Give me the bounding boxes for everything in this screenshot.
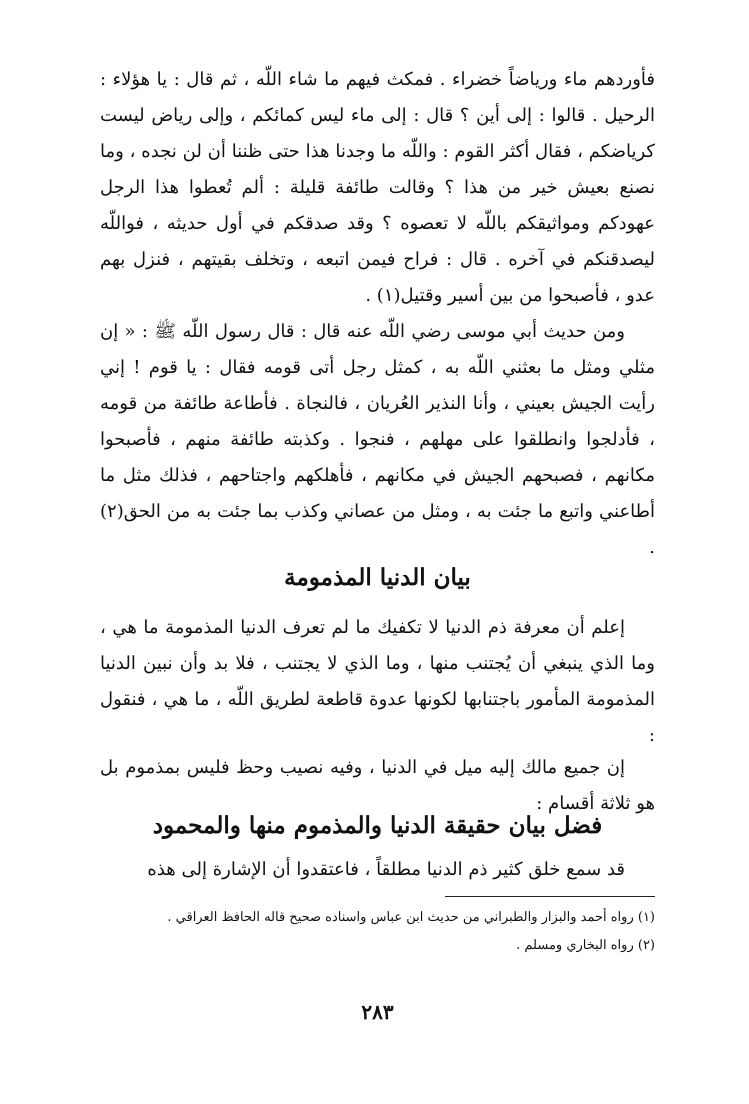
paragraph-3: إعلم أن معرفة ذم الدنيا لا تكفيك ما لم تعرف الدنيا المذمومة ما هي ، وما الذي ينبغي أن يُجتنب منها ، وما الذي لا يجتنب ، فلا بد وأن نبين الدنيا المذمومة المأمور باجتنابها لكونها عدوة قاطعة لطريق اللّه ، ما هي ، فنقول : <box>100 617 655 746</box>
paragraph-1: فأوردهم ماء ورياضاً خضراء . فمكث فيهم ما شاء اللّه ، ثم قال : يا هؤلاء : الرحيل . قالوا : إلى أين ؟ قال : إلى ماء ليس كمائكم ، وإلى رياض ليست كرياضكم ، فقال أكثر القوم : واللّه ما وجدنا هذا حتى ظننا أن لن نجده ، وما نصنع بعيش خير من هذا ؟ وقالت طائفة قليلة : ألم تُعطوا هذا الرجل عهودكم ومواثيقكم باللّه لا تعصوه ؟ وقد صدقكم في أول حديثه ، فواللّه ليصدقنكم في آخره . قال : فراح فيمن اتبعه ، وتخلف بقيتهم ، فنزل بهم عدو ، فأصبحوا من بين أسير وقتيل(١) . <box>100 69 655 306</box>
footnote-divider <box>445 896 655 897</box>
page-number: ٢٨٣ <box>361 1000 394 1024</box>
book-page <box>100 62 655 1062</box>
footnote-1: (١) رواه أحمد والبزار والطبراني من حديث ابن عباس واسناده صحيح قاله الحافظ العراقي . <box>167 910 655 925</box>
chapter-heading-container <box>100 806 655 846</box>
section-heading-container <box>100 558 655 598</box>
paragraph-4: إن جميع مالك إليه ميل في الدنيا ، وفيه نصيب وحظ فليس بمذموم بل هو ثلاثة أقسام : <box>100 757 655 814</box>
paragraph-2: ومن حديث أبي موسى رضي اللّه عنه قال : قال رسول اللّه ﷺ : « إن مثلي ومثل ما بعثني اللّه به ، كمثل رجل أتى قومه فقال : يا قوم ! إني رأيت الجيش بعيني ، وأنا النذير العُريان ، فالنجاة . فأطاعة طائفة من قومه ، فأدلجوا وانطلقوا على مهلهم ، فنجوا . وكذبته طائفة منهم ، فأصبحوا مكانهم ، فصبحهم الجيش في مكانهم ، فأهلكهم واجتاحهم ، فذلك مثل ما أطاعني واتبع ما جئت به ، ومثل من عصاني وكذب بما جئت به من الحق(٢) . <box>100 321 655 558</box>
chapter-heading: فضل بيان حقيقة الدنيا والمذموم منها والمحمود <box>152 812 603 839</box>
paragraph-5: قد سمع خلق كثير ذم الدنيا مطلقاً ، فاعتقدوا أن الإشارة إلى هذه <box>147 859 625 880</box>
section-heading: بيان الدنيا المذمومة <box>284 564 471 591</box>
footnote-2: (٢) رواه البخاري ومسلم . <box>516 938 655 953</box>
